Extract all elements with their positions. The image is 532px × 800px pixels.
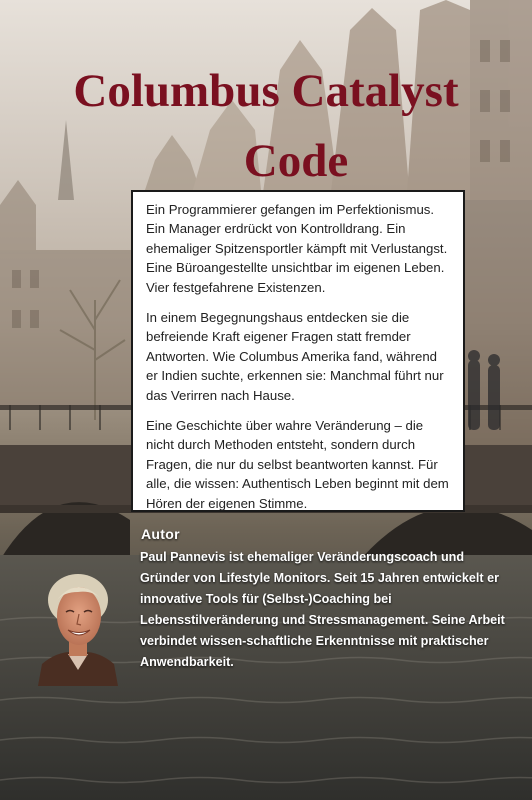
blurb-paragraph: Eine Geschichte über wahre Veränderung – die nicht durch Methoden entsteht, sondern durch Fragen, die nur du selbst beantworten kannst. Für alle, die wissen: Authentisch Leben beginnt mit dem Hören der eigenen Stimme. <box>146 418 449 511</box>
blurb-paragraph: Ein Programmierer gefangen im Perfektionismus. Ein Manager erdrückt von Kontrolldrang. Ein ehemaliger Spitzensportler kämpft mit Verlustangst. Eine Büroangestellte unsichtbar im eigenen Leben. Vier festgefahrene Existenzen. <box>146 202 448 295</box>
blurb-paragraph: In einem Begegnungshaus entdecken sie die befreiende Kraft eigener Fragen statt fremder Antworten. Wie Columbus Amerika fand, während er Indien suchte, erkennen sie: Manchmal führt nur das Verirren nach Hause. <box>146 310 444 403</box>
author-bio: Paul Pannevis ist ehemaliger Veränderungscoach und Gründer von Lifestyle Monitors. Seit 15 Jahren entwickelt er innovative Tools für (Selbst-)Coaching bei Lebensstilveränderung und Stressmanagement. Seine Arbeit verbindet wissen-schaftliche Erkenntnisse mit praktischer Anwendbarkeit. <box>140 550 505 669</box>
author-heading: Autor <box>141 526 180 542</box>
blurb-panel <box>131 190 465 512</box>
book-title <box>0 56 532 196</box>
author-photo <box>38 570 118 686</box>
title-line-1: Columbus Catalyst <box>73 65 459 117</box>
title-line-2: Code <box>243 135 349 187</box>
